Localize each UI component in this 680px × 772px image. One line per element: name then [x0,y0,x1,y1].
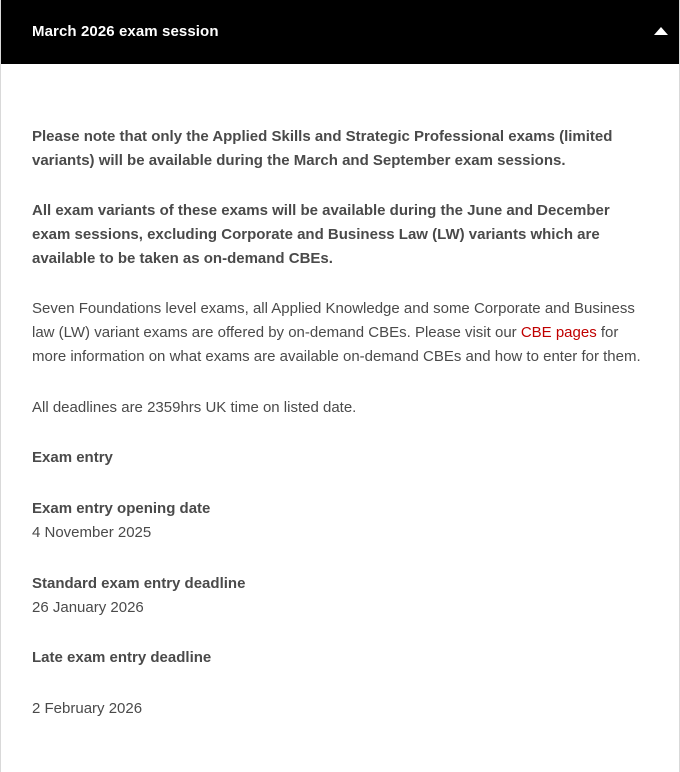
triangle-up-icon[interactable] [654,27,668,35]
standard-deadline-label: Standard exam entry deadline [32,575,246,592]
deadlines-note: All deadlines are 2359hrs UK time on listed date. [32,399,357,416]
late-deadline-label: Late exam entry deadline [32,649,212,666]
exam-entry-heading: Exam entry [32,449,113,466]
opening-date-label: Exam entry opening date [32,500,211,517]
accordion-title: March 2026 exam session [32,23,219,40]
note-limited-variants: Please note that only the Applied Skills and Strategic Professional exams (limited variants) will be available during the March and September exam sessions. [32,128,613,169]
late-deadline-value: 2 February 2026 [32,700,143,717]
cbe-text-before: Seven Foundations level exams, all Applied Knowledge and some Corporate and Business law (LW) variant exams are offered by on-demand CBEs. Please visit our [32,300,635,341]
accordion-header[interactable] [1,0,680,64]
cbe-paragraph [32,297,647,369]
opening-date-value: 4 November 2025 [32,524,152,541]
note-all-variants: All exam variants of these exams will be available during the June and December exam sessions, excluding Corporate and Business Law (LW) variants which are available to be taken as on-demand CBEs. [32,202,610,267]
cbe-text-after: for more information on what exams are available on-demand CBEs and how to enter for them. [32,324,641,365]
standard-deadline-value: 26 January 2026 [32,599,144,616]
accordion-content [32,125,647,721]
cbe-pages-link[interactable]: CBE pages [520,324,597,341]
